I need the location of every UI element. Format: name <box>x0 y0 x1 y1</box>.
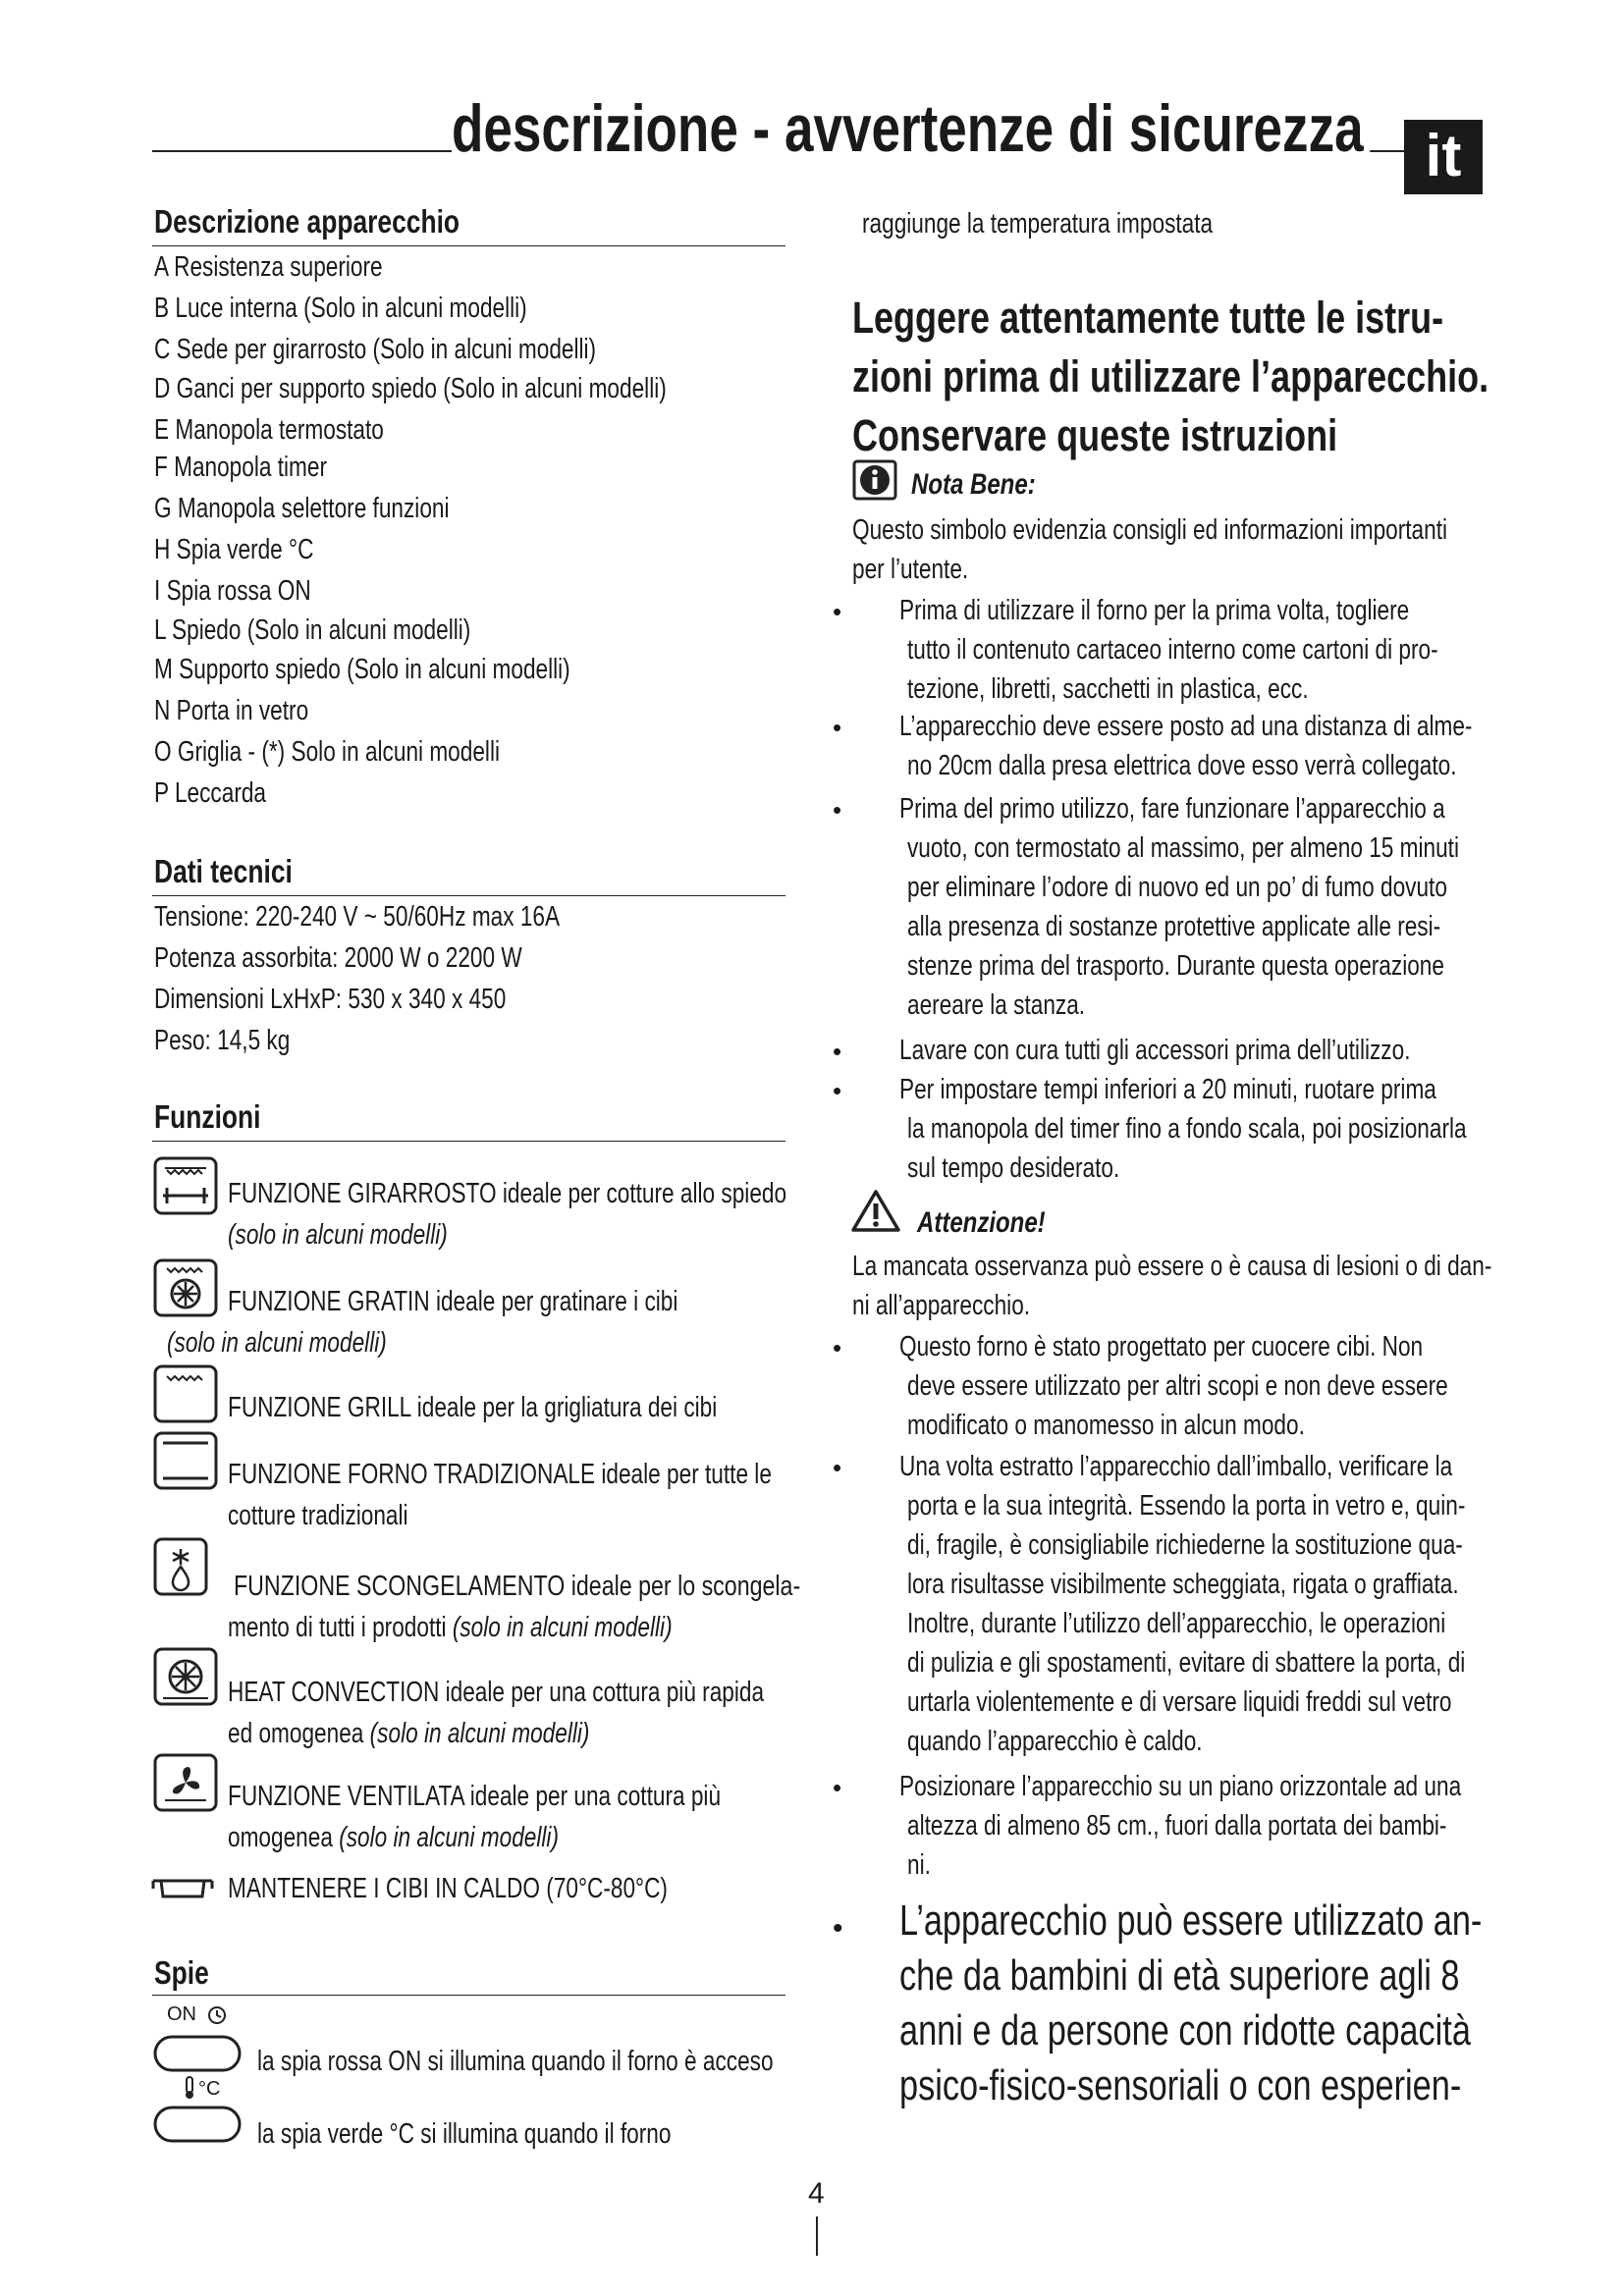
spia-verde-indicator <box>153 2105 244 2144</box>
children-warning-line: che da bambini di età superiore agli 8 <box>899 1951 1460 2000</box>
bullet-line: di pulizia e gli spostamenti, evitare di sbattere la porta, di <box>907 1647 1466 1679</box>
bullet-line: Lavare con cura tutti gli accessori prima dell’utilizzo. <box>899 1035 1411 1066</box>
bullet-dot: • <box>833 713 842 742</box>
main-warning-line: Leggere attentamente tutte le istru- <box>852 293 1444 343</box>
bullet-line: stenze prima del trasporto. Durante questa operazione <box>907 950 1444 982</box>
bullet-line: Questo forno è stato progettato per cuocere cibi. Non <box>899 1331 1424 1362</box>
bullet-dot: • <box>833 1333 842 1362</box>
main-warning-line: zioni prima di utilizzare l’apparecchio. <box>852 351 1489 401</box>
bullet-line: aereare la stanza. <box>907 989 1086 1021</box>
funzione-heat-convection: HEAT CONVECTION ideale per una cottura più rapida <box>228 1677 765 1708</box>
bullet-line: Inoltre, durante l’utilizzo dell’apparecchio, le operazioni <box>907 1608 1446 1639</box>
bullet-line: di, fragile, è consigliabile richiederne la sostituzione qua- <box>907 1529 1463 1561</box>
bullet-line: urtarla violentemente e di versare liquidi freddi sul vetro <box>907 1686 1452 1718</box>
bullet-line: no 20cm dalla presa elettrica dove esso verrà collegato. <box>907 750 1457 781</box>
descrizione-item: D Ganci per supporto spiedo (Solo in alcuni modelli) <box>154 373 667 404</box>
spia-rossa-indicator <box>153 2034 244 2073</box>
bullet-line: alla presenza di sostanze protettive applicate alle resi- <box>907 911 1441 942</box>
descrizione-item: F Manopola timer <box>154 452 328 483</box>
funzione-grill: FUNZIONE GRILL ideale per la grigliatura dei cibi <box>228 1392 718 1423</box>
children-warning-line: psico-fisico-sensoriali o con esperien- <box>899 2061 1462 2109</box>
funzione-heat-convection-cont: ed omogenea (solo in alcuni modelli) <box>228 1718 590 1749</box>
bullet-line: modificato o manomesso in alcun modo. <box>907 1410 1305 1441</box>
clock-icon <box>206 2004 228 2026</box>
info-icon <box>852 459 897 501</box>
bullet-line: ni. <box>907 1849 931 1881</box>
funzione-girarrosto: FUNZIONE GIRARROSTO ideale per cotture allo spiedo <box>228 1178 787 1209</box>
funzione-scongelamento: FUNZIONE SCONGELAMENTO ideale per lo scongela- <box>234 1571 801 1602</box>
funzione-mantenere-caldo: MANTENERE I CIBI IN CALDO (70°C-80°C) <box>228 1873 668 1904</box>
main-warning-line: Conservare queste istruzioni <box>852 410 1338 460</box>
thermometer-icon <box>183 2075 196 2101</box>
rotisserie-icon <box>153 1156 218 1215</box>
descrizione-item: I Spia rossa ON <box>154 575 311 607</box>
bullet-line: Una volta estratto l’apparecchio dall’imballo, verificare la <box>899 1451 1453 1482</box>
descrizione-item: N Porta in vetro <box>154 695 309 726</box>
spia-on-label: ON <box>167 2003 196 2025</box>
attenzione-text-line: La mancata osservanza può essere o è causa di lesioni o di dan- <box>852 1251 1492 1282</box>
attenzione-heading: Attenzione! <box>917 1206 1046 1239</box>
bullet-line: Prima di utilizzare il forno per la prima volta, togliere <box>899 595 1410 626</box>
bullet-line: quando l’apparecchio è caldo. <box>907 1726 1203 1757</box>
defrost-icon <box>153 1537 218 1598</box>
bullet-line: altezza di almeno 85 cm., fuori dalla portata dei bambi- <box>907 1810 1447 1842</box>
children-warning-line: L’apparecchio può essere utilizzato an- <box>899 1896 1483 1945</box>
bullet-line: deve essere utilizzato per altri scopi e non deve essere <box>907 1370 1448 1402</box>
bullet-line: L’apparecchio deve essere posto ad una distanza di alme- <box>899 711 1473 742</box>
dati-rule <box>152 895 785 896</box>
dati-item: Tensione: 220-240 V ~ 50/60Hz max 16A <box>154 901 561 933</box>
descrizione-item: H Spia verde °C <box>154 534 314 565</box>
bullet-dot: • <box>833 1037 842 1066</box>
bullet-dot: • <box>833 597 842 626</box>
warning-triangle-icon <box>850 1188 901 1233</box>
funzione-ventilata: FUNZIONE VENTILATA ideale per una cottura più <box>228 1781 722 1812</box>
descrizione-item: P Leccarda <box>154 777 267 809</box>
bullet-line: tezione, libretti, sacchetti in plastica, ecc. <box>907 673 1309 705</box>
bullet-line: tutto il contenuto cartaceo interno come cartoni di pro- <box>907 634 1438 666</box>
page-number: 4 <box>808 2177 825 2210</box>
descrizione-item: M Supporto spiedo (Solo in alcuni modelli) <box>154 654 570 685</box>
descrizione-item: L Spiedo (Solo in alcuni modelli) <box>154 614 471 646</box>
funzione-forno-tradizionale: FUNZIONE FORNO TRADIZIONALE ideale per tutte le <box>228 1459 772 1490</box>
descrizione-item: O Griglia - (*) Solo in alcuni modelli <box>154 736 500 768</box>
bullet-dot: • <box>833 1773 842 1802</box>
nota-bene-heading: Nota Bene: <box>911 468 1036 501</box>
nota-bene-text-line: Questo simbolo evidenzia consigli ed informazioni importanti <box>852 514 1448 546</box>
bullet-dot: • <box>833 1453 842 1482</box>
spia-verde-text-cont: raggiunge la temperatura impostata <box>862 208 1214 240</box>
page-number-rule <box>816 2216 818 2256</box>
funzione-forno-tradizionale-cont: cotture tradizionali <box>228 1500 408 1531</box>
funzioni-rule <box>152 1141 785 1142</box>
funzione-gratin: FUNZIONE GRATIN ideale per gratinare i cibi <box>228 1286 678 1317</box>
bullet-line: porta e la sua integrità. Essendo la porta in vetro e, quin- <box>907 1490 1466 1522</box>
gratin-fan-icon <box>153 1258 218 1317</box>
spia-temp-label: °C <box>198 2078 221 2100</box>
bullet-line: Per impostare tempi inferiori a 20 minuti, ruotare prima <box>899 1074 1436 1105</box>
funzione-girarrosto-note: (solo in alcuni modelli) <box>228 1219 448 1251</box>
grill-icon <box>153 1364 218 1423</box>
bullet-dot: • <box>833 1912 843 1945</box>
bullet-line: Prima del primo utilizzo, fare funzionare l’apparecchio a <box>899 793 1445 825</box>
language-badge: it <box>1404 120 1483 194</box>
descrizione-item: A Resistenza superiore <box>154 251 383 283</box>
funzione-ventilata-cont: omogenea (solo in alcuni modelli) <box>228 1822 559 1853</box>
funzione-scongelamento-cont: mento di tutti i prodotti (solo in alcuni modelli) <box>228 1612 673 1643</box>
spia-verde-text: la spia verde °C si illumina quando il forno <box>257 2118 672 2150</box>
dati-item: Peso: 14,5 kg <box>154 1025 291 1056</box>
bullet-dot: • <box>833 1076 842 1105</box>
ventilata-fan-icon <box>153 1753 218 1812</box>
dati-heading: Dati tecnici <box>154 853 293 889</box>
bullet-line: sul tempo desiderato. <box>907 1152 1120 1184</box>
funzioni-heading: Funzioni <box>154 1098 261 1135</box>
spia-rossa-text: la spia rossa ON si illumina quando il forno è acceso <box>257 2046 774 2077</box>
descrizione-item: E Manopola termostato <box>154 414 384 446</box>
descrizione-rule <box>152 245 785 246</box>
bullet-line: vuoto, con termostato al massimo, per almeno 15 minuti <box>907 832 1459 864</box>
bullet-line: la manopola del timer fino a fondo scala, poi posizionarla <box>907 1113 1467 1145</box>
attenzione-text-line: ni all’apparecchio. <box>852 1290 1031 1321</box>
page-title: descrizione - avvertenze di sicurezza <box>452 93 1370 164</box>
spie-rule <box>152 1995 785 1996</box>
bullet-line: lora risultasse visibilmente scheggiata, rigata o graffiata. <box>907 1569 1459 1600</box>
dati-item: Potenza assorbita: 2000 W o 2200 W <box>154 942 522 974</box>
heat-convection-icon <box>153 1647 218 1706</box>
spie-heading: Spie <box>154 1954 209 1991</box>
descrizione-item: C Sede per girarrosto (Solo in alcuni modelli) <box>154 334 597 365</box>
bullet-dot: • <box>833 795 842 825</box>
dati-item: Dimensioni LxHxP: 530 x 340 x 450 <box>154 984 507 1015</box>
descrizione-item: B Luce interna (Solo in alcuni modelli) <box>154 293 527 324</box>
keep-warm-pot-icon <box>151 1875 214 1902</box>
bullet-line: Posizionare l’apparecchio su un piano orizzontale ad una <box>899 1771 1462 1802</box>
descrizione-heading: Descrizione apparecchio <box>154 203 460 240</box>
descrizione-item: G Manopola selettore funzioni <box>154 493 450 524</box>
children-warning-line: anni e da persone con ridotte capacità <box>899 2006 1471 2055</box>
forno-tradizionale-icon <box>153 1431 218 1490</box>
bullet-line: per eliminare l’odore di nuovo ed un po’ di fumo dovuto <box>907 872 1447 903</box>
funzione-gratin-note: (solo in alcuni modelli) <box>167 1327 387 1359</box>
nota-bene-text-line: per l’utente. <box>852 554 969 585</box>
